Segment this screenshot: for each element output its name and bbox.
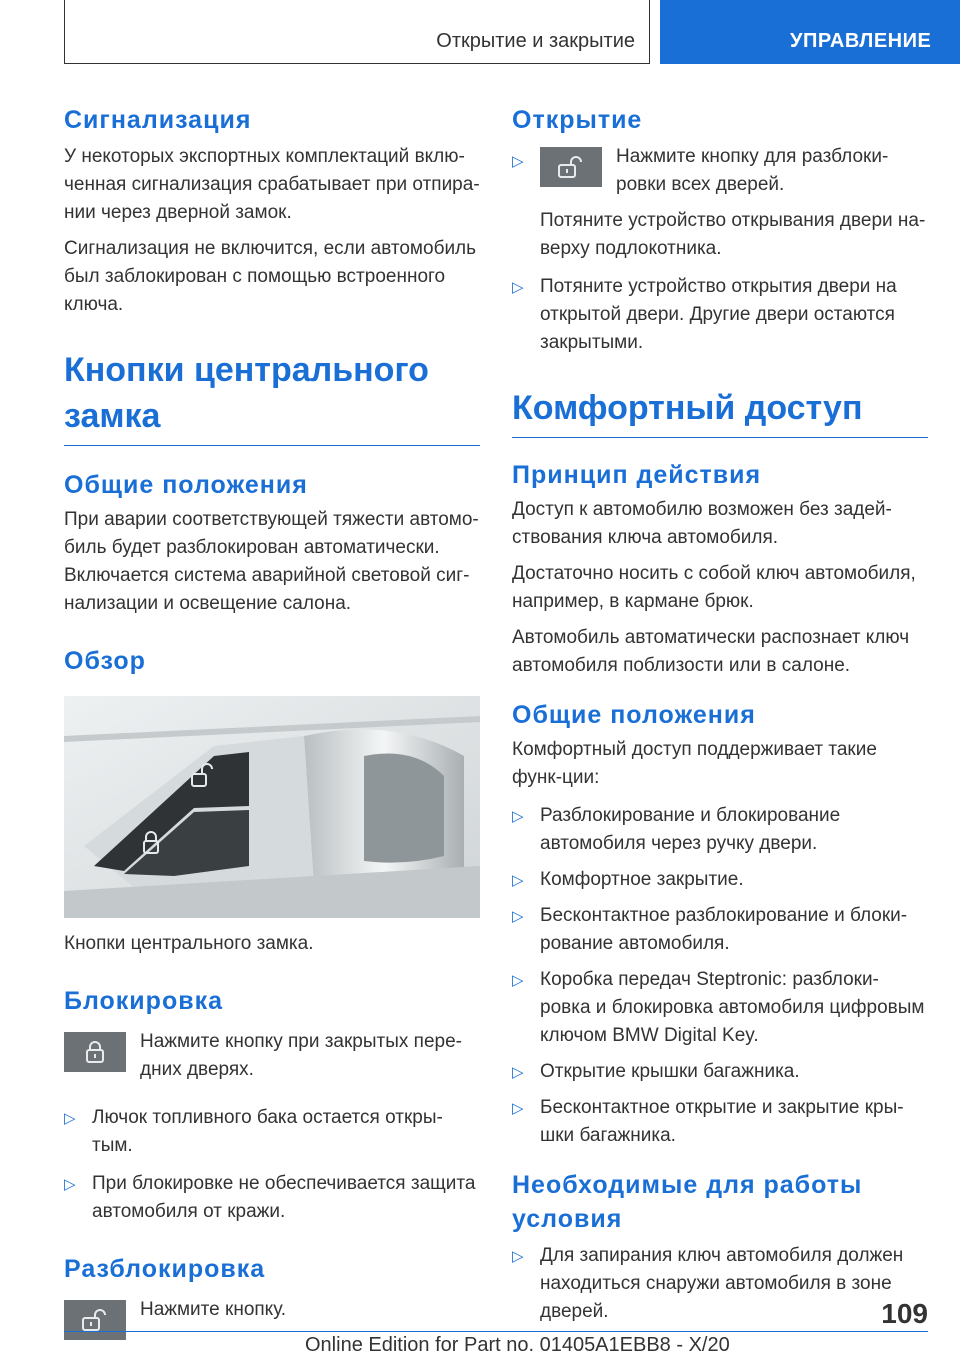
page-number: 109 [881, 1298, 928, 1329]
lock-button-icon [64, 1032, 126, 1072]
overview-heading: Обзор [64, 647, 146, 675]
list-item: ▷ Для запирания ключ автомобиля должен находиться снаружи автомобиля в зоне дверей. [512, 1245, 904, 1322]
triangle-bullet-icon: ▷ [512, 908, 524, 925]
lock-heading: Блокировка [64, 987, 223, 1015]
triangle-bullet-icon: ▷ [512, 808, 524, 825]
left-column [64, 96, 480, 1340]
triangle-bullet-icon: ▷ [512, 1248, 524, 1265]
requirements-heading: Необходимые для работы условия [512, 1171, 863, 1233]
open-bullets [512, 147, 928, 357]
list-item: ▷ Бесконтактное открытие и закрытие кры-шки багажника. [512, 1097, 904, 1146]
triangle-bullet-icon: ▷ [512, 872, 524, 889]
lock-bullets [64, 1104, 480, 1226]
triangle-bullet-icon: ▷ [512, 1100, 524, 1117]
photo-caption: Кнопки центрального замка. [64, 933, 314, 954]
right-column [512, 96, 928, 1326]
general-paragraph-right: Комфортный доступ поддерживает такие функ-ции: [512, 739, 877, 788]
alarm-paragraph-2: Сигнализация не включится, если автомобиль был заблокирован с помощью встроенного ключа. [64, 238, 477, 315]
unlock-button-icon [64, 1300, 126, 1340]
list-item: ▷ Открытие крышки багажника. [512, 1058, 928, 1086]
footer-edition: Online Edition for Part no. 01405A1EBB8 - X/20 [305, 1334, 730, 1356]
header-section-title: Открытие и закрытие [436, 30, 635, 52]
list-item: ▷ Комфортное закрытие. [512, 866, 928, 894]
triangle-bullet-icon: ▷ [512, 153, 524, 170]
header-chapter-label: УПРАВЛЕНИЕ [790, 30, 932, 52]
header-chapter-tab [660, 0, 960, 64]
triangle-bullet-icon: ▷ [512, 972, 524, 989]
principle-paragraph-2: Достаточно носить с собой ключ автомобиля, например, в кармане брюк. [512, 563, 916, 612]
principle-paragraph-3: Автомобиль автоматически распознает ключ автомобиля поблизости или в салоне. [512, 627, 910, 676]
open-bullet-1-paragraph: Потяните устройство открывания двери на-верху подлокотника. [540, 210, 926, 259]
header-section-box [64, 0, 650, 64]
central-lock-heading: Кнопки центрального замка [64, 347, 480, 446]
list-item [512, 147, 928, 263]
triangle-bullet-icon: ▷ [64, 1176, 76, 1193]
door-panel-illustration [64, 696, 480, 918]
unlock-paragraph: Нажмите кнопку. [140, 1299, 287, 1320]
list-item: ▷ Бесконтактное разблокирование и блоки-рование автомобиля. [512, 905, 908, 954]
general-heading-left: Общие положения [64, 471, 308, 499]
list-item: ▷ Коробка передач Steptronic: разблоки-ровка и блокировка автомобиля цифровым ключом BMW Digital Key. [512, 969, 925, 1046]
list-item: ▷ Разблокирование и блокирование автомобиля через ручку двери. [512, 805, 841, 854]
alarm-heading: Сигнализация [64, 106, 252, 134]
footer-rule [64, 1331, 928, 1332]
triangle-bullet-icon: ▷ [512, 279, 524, 296]
unlock-button-icon [540, 147, 602, 187]
list-item: ▷ При блокировке не обеспечивается защита автомобиля от кражи. [64, 1173, 476, 1222]
lock-paragraph: Нажмите кнопку при закрытых пере-дних дверях. [140, 1031, 462, 1080]
principle-paragraph-1: Доступ к автомобилю возможен без задей-ствования ключа автомобиля. [512, 499, 892, 548]
general-heading-right: Общие положения [512, 701, 756, 729]
open-heading: Открытие [512, 106, 643, 134]
alarm-paragraph-1: У некоторых экспортных комплектаций вклю-ченная сигнализация срабатывает при отпира-нии через дверной замок. [64, 146, 480, 223]
central-lock-buttons-photo [64, 696, 480, 918]
requirements-list [512, 1242, 928, 1326]
general-paragraph-left: При аварии соответствующей тяжести автомо-биль будет разблокирован автоматически. Включается система аварийной световой сиг-нализации и освещение салона. [64, 509, 479, 614]
triangle-bullet-icon: ▷ [64, 1110, 76, 1127]
principle-heading: Принцип действия [512, 461, 762, 489]
open-bullet-1-text: Нажмите кнопку для разблоки-ровки всех дверей. [616, 146, 889, 195]
list-item: ▷ Лючок топливного бака остается откры-тым. [64, 1107, 443, 1156]
comfort-access-heading: Комфортный доступ [512, 385, 928, 438]
unlock-heading: Разблокировка [64, 1255, 266, 1283]
functions-list [512, 802, 928, 1150]
lock-button-row [64, 1032, 480, 1084]
list-item: ▷ Потяните устройство открытия двери на открытой двери. Другие двери остаются закрытыми. [512, 276, 897, 353]
triangle-bullet-icon: ▷ [512, 1064, 524, 1081]
